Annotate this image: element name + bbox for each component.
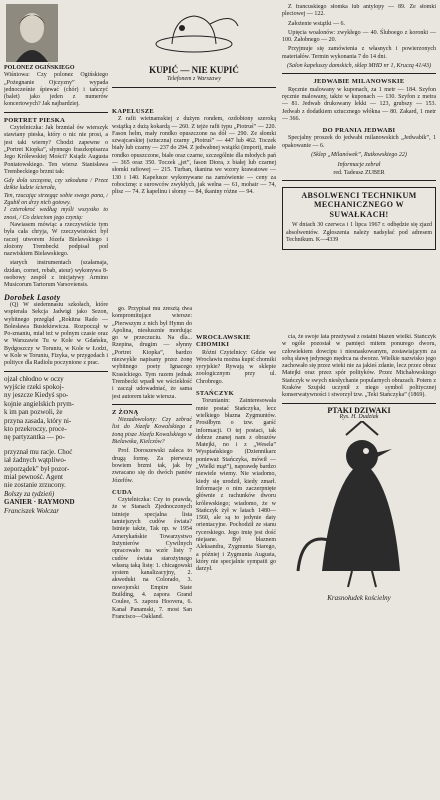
tail-author: GANIER · RAYMOND: [4, 498, 75, 507]
wardrobe-text: Niezadowolony: Czy zebrać list do Józefa Kowalskiego z żoną pisze Józefa Kowalskiego w Bielawska, Kielczów?: [112, 417, 192, 446]
bird-illustration: [282, 421, 436, 591]
kupic-title: KUPIĆ — NIE KUPIĆ: [149, 65, 239, 76]
zona-text: Prof. Doroszewski zaleca to drugą formę. Za pierwszą bowiem brzmi tak, jak by zwracano się do dwóch panów Józefów.: [112, 448, 192, 484]
tail-line: miał pewność. Agent: [4, 473, 63, 482]
prania-text: Specjalny proszek do jedwabi milanowskich „Jedwabik”, 1 opakowanie — 6.: [282, 135, 436, 149]
stanczyk-heading: STAŃCZYK: [196, 390, 235, 398]
right-top-column: [282, 4, 436, 330]
info-author: red. Tadeusz ZUBER: [333, 169, 385, 176]
portret-heading: PORTRET PIESKA: [4, 116, 66, 124]
divider: [4, 112, 108, 113]
absolwenci-text: W dniach 30 czerwca i 1 lipca 1967 r. odbędzie się zjazd absolwentów. Zgłoszenia należy nadsyłać pod adresem Technikum. K—4339: [286, 222, 432, 244]
poem-line-2: Ten, rzucając strzegąc sobie swego pana, / Zgubił on drzy nich gotowy.: [4, 192, 108, 207]
kupic-header: [112, 4, 276, 104]
divider: [282, 403, 436, 404]
poem-line-3: I czterokroć według myśli wszystko to znosi, / Co dzieciom jego czynią:: [4, 207, 108, 221]
divider: [112, 87, 276, 88]
tail-line: kto przekroczy, proce-: [4, 425, 67, 434]
tail-line: Bolszy za tydzień): [4, 489, 55, 498]
ptaki-caption: Krasnołudek kościelny: [327, 593, 391, 602]
polonez-text: Wiśniowa: Czy polonez Ogińskiego „Pożegnanie Ojczyzny” wypada jednocześnie śpiewać (chór) i tańczyć (balet) jako jeden z numerów koncertowych? Jak najbardziej.: [4, 72, 108, 108]
tail-text: [4, 375, 108, 516]
ptaki-sub: Rys. H. Dudziak: [339, 413, 379, 420]
portret-text: Czytelniczka: Jak brzmiał ów wierszyk stawiany pieska, który o nic nie prosi, a jest taki wierny? Chodzi zapewne o „Portret Kiopka”, słynnego fraszkopisarza Jego Królewskiej Mości? Ksiądz Augusta Poniatowskiego. Ten wiersz Stanisława Trembeckiego brzmi tak:: [4, 125, 108, 175]
absolwenci-box: [282, 187, 436, 250]
jedwabie-text: Ręcznie malowany w kuponach, za 1 metr — 184. Szyfon ręcznie malowany, także w kuponach — 130. Szyfon z metra — 81. Jedwab drukowany lekki — 123, grubszy — 153. Jedwab z dodatkiem sztucznego włókna — 80. Zakard, 1 metr — 366.: [282, 86, 436, 122]
prania-heading: DO PRANIA JEDWABI: [322, 127, 396, 135]
salon-note: (Salon kapeluszy damskich, sklep MHD nr 1, Kruczą 41/43): [287, 63, 431, 70]
wierszyk-text: go. Przypisał mu zresztą dwa kompromitujące wiersze: „Pierwszym z nich był Hymn do Apolina, niesłusznie mordując go w przeczuciu. Na dla... Rzepina, drugim — słynny „Portret Kiopka”, bardzo niezwykle napisany przez żonę wybitnego poety Ignacego Krasickiego. Tym razem jednak Trembecki wpadł we wściekłość i zaczął udowadniać, że sama jest autorem takie wiersza.: [112, 306, 192, 400]
zona-heading: Z ŻONĄ: [112, 408, 139, 416]
absolwenci-title: ABSOLWENCI TECHNIKUM MECHANICZNEGO W SUWAŁKACH!: [301, 190, 417, 219]
wroclaw-text: Różni Czytelnicy: Gdzie we Wrocławiu można kupić chomiki syryjskie? Rywają w sklepie zoologicznym przy ul. Chrobrego.: [196, 349, 276, 385]
upiecia-text: Upięcia woalonów: zwykłego — 40. Śluboego z koronki — 100. Żałobnego — 20.: [282, 29, 436, 44]
sklep-note: (Sklep „Milanówek”, Rutkowskiego 22): [311, 152, 407, 159]
tail-line: nie zostanie zrzucony.: [4, 481, 66, 490]
antipodes-text: Z francuskiego słomka lub antylopy — 89. Ze słomki pleciowej — 122.: [282, 4, 436, 18]
divider: [4, 371, 108, 372]
poem-note: Nawiasem mówiąc a rzeczywiście tym była cała chryja, W rzeczywistości był raczej utworem Józefa Bielawskiego i złożony Trembecki podpisał pod nazwiskiem Bielawskiego.: [4, 221, 108, 258]
kapelusze-heading: KAPELUSZE: [112, 108, 155, 115]
portrait-photo: [6, 4, 58, 62]
tail-line: wyjście rzeki spokoj-: [4, 382, 64, 391]
kupic-subtitle: Telefonem z Warszawy: [167, 76, 221, 83]
divider: [282, 180, 436, 181]
divider: [282, 73, 436, 74]
right-bottom-column: [282, 334, 436, 796]
left-column: [4, 4, 108, 796]
stanczyk-cont: cia, że swoje lata przeżywał z ostatni błazen wielki. Stańczyk w ogóle pozostał w pamięci mitem ponurego dworu, człowiekiem dowcipu i niesnaskowanym, zostawiającym za sobą sławę jedynego mędrca na dworze. Wielkie nazwisko jego zachowało się przez wieki nie za jakieś zdanie, lecz przez obraz Matejki oraz przez spór polityków. Przez Michałowskiego Stańczyk w swych niesłychanie popularnych obrazach. Potem z Kraków Szujski uczynił z niego symbol politycznej konserwatywności i stworzył tzw. „Teki Stańczyka” (1869).: [282, 334, 436, 399]
zalozenie-text: Założenie wstążki — 6.: [288, 20, 345, 27]
tail-line: ojzał chłodno w oczy: [4, 374, 64, 383]
cuda-heading: CUDA: [112, 488, 132, 496]
tail-author: Franciszek Wołczar: [4, 506, 60, 515]
tail-line: k im pan pozwoli, że: [4, 408, 63, 417]
tail-line: ny jeszcze Kiedyś spo-: [4, 391, 69, 400]
info-label: Informacje zebrał: [337, 162, 381, 169]
przyjmuje-text: Przyjmuje się zamówienia z własnych i powierzonych materiałów. Termin wykonania 7 do 14 dni.: [282, 46, 436, 60]
tail-line: nę partyzantka — po-: [4, 433, 65, 442]
stare-text: starych instrumentach (szałamaja, dzidan, cornet, rebab, ateur) wykonywa 8-osobowy zespół z inicjatywy Armino Musicorum Tartorum Varsoviensis.: [4, 260, 108, 289]
tail-line: kojnie angielskich prym-: [4, 399, 74, 408]
kapelusze-column: [112, 104, 276, 304]
polonez-caption: POLONEZ OGIŃSKIEGO: [4, 65, 75, 71]
ptaki-title: PTAKI DZIWAKI: [327, 405, 391, 415]
tail-line: przyna zasada, który ni-: [4, 416, 72, 425]
dorobek-text: (Q) W siedemnastu szkołach, które wspierała Sekcja Jadwigi jako Sezon, wybitnego przegląd „Rokitna Rado — Bolesława Busiekiewicza. Rozpoczął w Po-zmaniu, miał też w polnym czasie oraz w Warszawie Tu w Kole w Gdańsku, Bydgoszczy w Toruniu, w Kole w Łodzi, w Kole w Toruniu, Fizyka, w przygodach i polityce dla Radiolu poczynione z prac.: [4, 301, 108, 367]
middle-right-column: [196, 330, 276, 796]
dorobek-heading: Dorobek Lasoty: [4, 292, 61, 302]
middle-left-column: [112, 306, 192, 796]
tail-line: iał żadnych wątpliwo-: [4, 456, 67, 465]
kapelusze-text: Z rafii wietnamskiej z dużym rondem, ozdobiony szeroką wstążką z dużą kokardą — 260. Z tejże rafii typu „Piotruś” — 220. Fason helm, mały rondko opuszczone na dół — 290. Ze słomki szwajcarskiej (sztuczna) czarny „Piotruś” — 447 lub 462. Toczek biały lub czarny — 237 do 294. Z jedwabnej wstążki (import), małe rondko opuszczone, białe oraz czarne, szczególnie dla młodych pań — 365 oraz 350. Toczek „jet”, fason Diora, z białej lub czarnej słomki rafiowej — 215. Turban, tkanina we wzory krawatowe — 130 i 140. Kapelusze wykonywane na zamówienie — ceny za robociznę: z surowców zwykłych, jak welna — 61, mohair — 74, plisz — 74. Z kapelinu i słomy — 84, tkaniny różne — 94.: [112, 116, 276, 196]
jedwabie-heading: JEDWABIE MILANOWSKIE: [313, 78, 405, 86]
tail-line: zeporządek" był pozor-: [4, 464, 70, 473]
stanczyk-text: Torunianin: Zainteresowała mnie postać Stańczyka, lecz wielkiego błazna Zygmuntów. Prosiłbym o tzw. garść informacji. O tej postaci, tak dobrze znanej nam z obrazów Matejki, no i z „Wesela” Wyspiańskiego (Dziennikarz ponieważ Stańczyka, mówił — „Wielki mąż”), naprawdę bardzo niewiele wiemy. Nie wiadomo, kiedy się urodził, kiedy zmarł. Informacje o nim zaczerpnięte głównie z rachunków dworu królewskiego; wiadomo, że w Stańczyk żył w latach 1480—1560, ale są to jedynie daty orientacyjne. Pochodził ze stanu rycerskiego. Jego imię jest dość niejasne. Był błaznem Aleksandra, Zygmunta Starego, a później i Zygmunta Augusta, który nie specjalnie sympatii go darzył.: [196, 398, 276, 573]
poem-line-1: Gdy dola szczęsna, czy szkoduna / Przez dzikie ludzie ścierała,: [4, 178, 108, 192]
wroclaw-heading: WROCŁAWSKIE CHOMIKI: [196, 334, 251, 349]
tail-line: przyznał mu racje. Choć: [4, 447, 73, 456]
hat-icon: [112, 4, 276, 62]
divider: [112, 404, 192, 405]
cuda-text: Czytelniczka: Czy to prawda, że w Stanach Zjednoczonych istnieje specjalna lista tamtejszych cudów świata? Istnieje także, Tak np. w 1954 Amerykańskie Towarzystwo Inżynierów Cywilnych opracowało na wzór listy 7 cudów świata starożytnego własną taką listę: 1. chicagowski system kanalizacyjny, 2. akwedukt na Colorado, 3. nowojorski Empire State Building, 4. zapora Grand Coulee, 5. zapora Hoovera, 6. Kanał Panamski, 7. most San Francisco—Oakland.: [112, 497, 192, 620]
